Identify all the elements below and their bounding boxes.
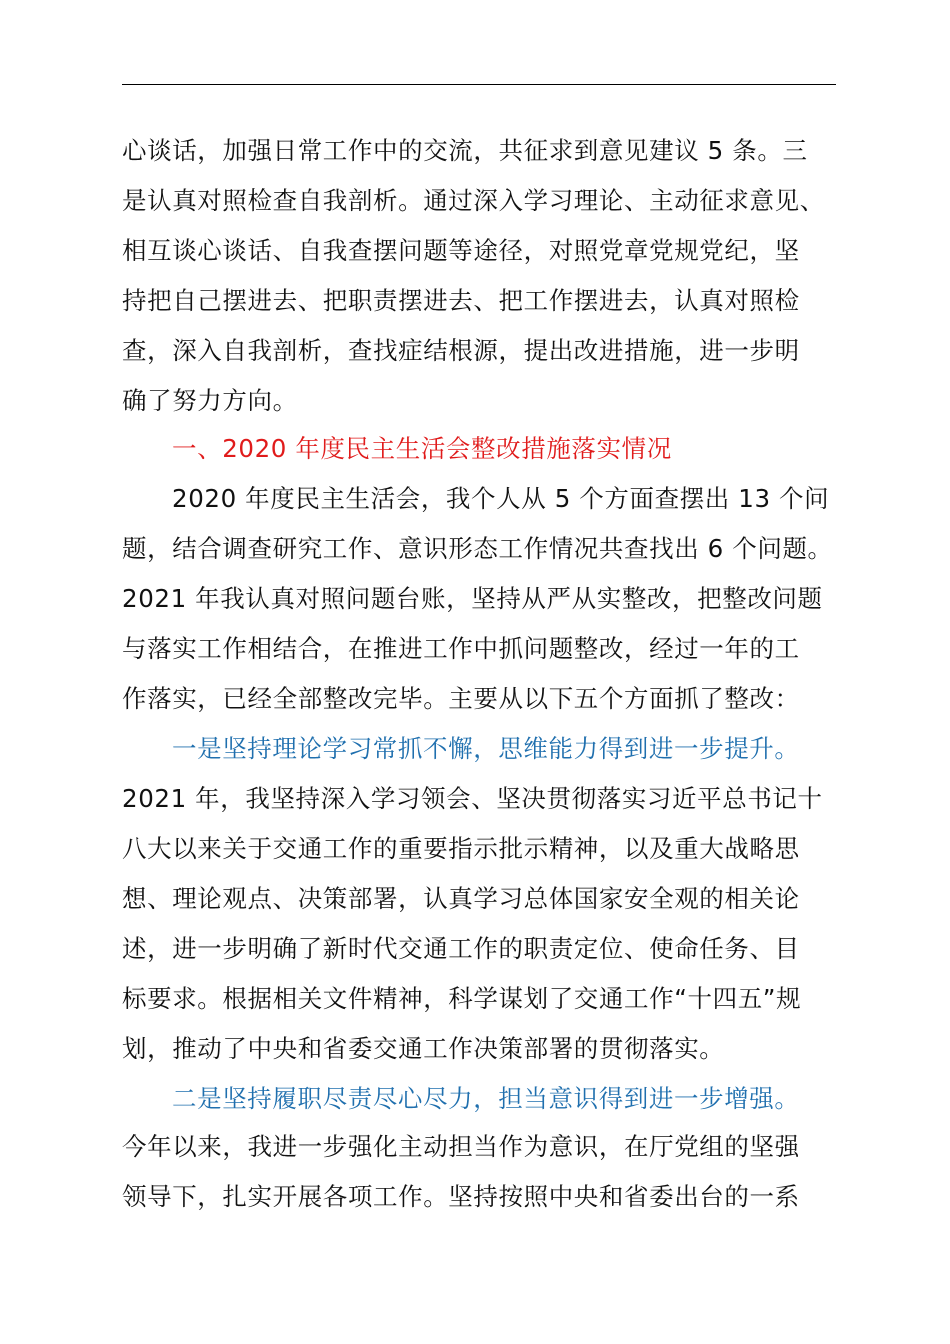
subheading-two: 二是坚持履职尽责尽心尽力，担当意识得到进一步增强。 — [172, 1084, 800, 1113]
paragraph-line: 与落实工作相结合，在推进工作中抓问题整改，经过一年的工 — [122, 634, 800, 663]
subheading-one: 一是坚持理论学习常抓不懈，思维能力得到进一步提升。 — [172, 734, 800, 763]
paragraph-line: 作落实，已经全部整改完毕。主要从以下五个方面抓了整改： — [122, 684, 800, 713]
paragraph-line: 相互谈心谈话、自我查摆问题等途径，对照党章党规党纪，坚 — [122, 236, 800, 265]
paragraph-line: 述，进一步明确了新时代交通工作的职责定位、使命任务、目 — [122, 934, 800, 963]
paragraph-line: 是认真对照检查自我剖析。通过深入学习理论、主动征求意见、 — [122, 186, 825, 215]
paragraph-line: 划，推动了中央和省委交通工作决策部署的贯彻落实。 — [122, 1034, 725, 1063]
paragraph-line: 2021 年，我坚持深入学习领会、坚决贯彻落实习近平总书记十 — [122, 784, 823, 813]
paragraph-line: 查，深入自我剖析，查找症结根源，提出改进措施，进一步明 — [122, 336, 800, 365]
paragraph-line: 今年以来，我进一步强化主动担当作为意识，在厅党组的坚强 — [122, 1132, 800, 1161]
paragraph-line: 2020 年度民主生活会，我个人从 5 个方面查摆出 13 个问 — [172, 484, 830, 513]
paragraph-line: 持把自己摆进去、把职责摆进去、把工作摆进去，认真对照检 — [122, 286, 800, 315]
section-heading: 一、2020 年度民主生活会整改措施落实情况 — [172, 434, 672, 463]
paragraph-line: 想、理论观点、决策部署，认真学习总体国家安全观的相关论 — [122, 884, 800, 913]
paragraph-line: 八大以来关于交通工作的重要指示批示精神，以及重大战略思 — [122, 834, 800, 863]
paragraph-line: 确了努力方向。 — [122, 386, 298, 415]
paragraph-line: 2021 年我认真对照问题台账，坚持从严从实整改，把整改问题 — [122, 584, 823, 613]
paragraph-line: 领导下，扎实开展各项工作。坚持按照中央和省委出台的一系 — [122, 1182, 800, 1211]
paragraph-line: 题，结合调查研究工作、意识形态工作情况共查找出 6 个问题。 — [122, 534, 833, 563]
paragraph-line: 心谈话，加强日常工作中的交流，共征求到意见建议 5 条。三 — [122, 136, 808, 165]
header-rule — [122, 84, 836, 85]
paragraph-line: 标要求。根据相关文件精神，科学谋划了交通工作“十四五”规 — [122, 984, 802, 1013]
